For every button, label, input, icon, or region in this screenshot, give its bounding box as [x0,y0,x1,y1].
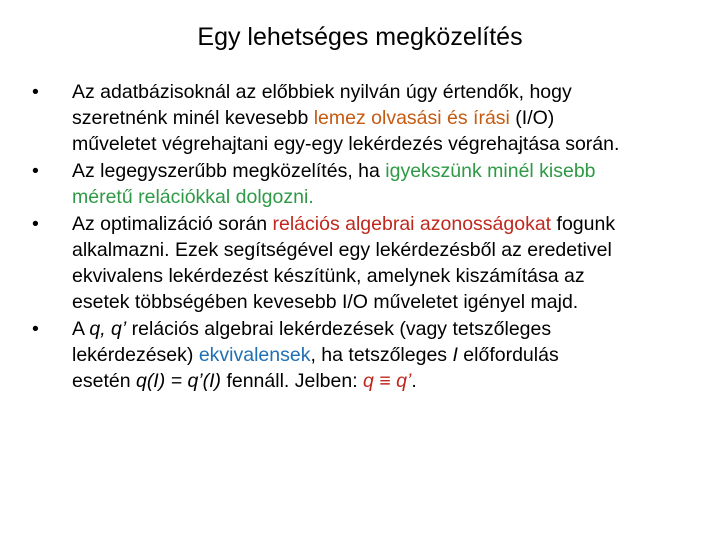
bullet-line [72,131,706,157]
bullet-line [72,79,706,105]
bullet-line [72,184,706,210]
text-run: A [72,318,90,340]
text-run: szeretnénk minél kevesebb [72,107,314,129]
highlight-equivalent: ekvivalensek [198,344,311,366]
text-run: előfordulás [457,344,559,366]
text-run: . [411,370,417,392]
bullet-dot: • [32,318,39,340]
bullet-line [72,158,706,184]
italic-run: q, q’ [89,318,127,340]
bullet-dot: • [32,160,39,182]
highlight-q-prime: q’ [396,370,412,392]
text-run: ekvivalens lekérdezést készítünk, amelynek kiszámítása az [72,265,585,287]
text-run: műveletet végrehajtani egy-egy lekérdezés végrehajtása során. [72,133,620,155]
bullet-text [72,79,706,157]
text-run: Az adatbázisoknál az előbbiek nyilván úgy értendők, hogy [72,81,572,103]
italic-run: q(I) = q’(I) [135,370,222,392]
bullet-line [72,316,706,342]
text-run: fogunk [551,213,616,235]
highlight-io: lemez olvasási és írási [313,107,510,129]
text-run: , ha tetszőleges [310,344,453,366]
text-run: relációs algebrai lekérdezések (vagy tetszőleges [126,318,552,340]
bullet-list [30,79,706,395]
bullet-text [72,316,706,394]
bullet-text [72,211,706,315]
text-run: (I/O) [509,107,555,129]
bullet-line [72,211,706,237]
italic-run: I [452,344,458,366]
equiv-symbol: ≡ [373,370,397,392]
highlight-small: méretű relációkkal dolgozni. [72,186,314,208]
bullet-dot: • [32,213,39,235]
text-run: Az optimalizáció során [72,213,273,235]
bullet-line [72,237,706,263]
bullet-text [72,158,706,210]
bullet-item [30,79,706,157]
bullet-item [30,316,706,394]
bullet-dot: • [32,81,39,103]
text-run: alkalmazni. Ezek segítségével egy lekérdezésből az eredetivel [72,239,612,261]
bullet-line [72,289,706,315]
bullet-item [30,211,706,315]
highlight-identities: relációs algebrai azonosságokat [272,213,552,235]
highlight-q: q [363,370,374,392]
text-run: Az legegyszerűbb megközelítés, ha [72,160,386,182]
text-run: fennáll. Jelben: [221,370,364,392]
text-run: esetek többségében kevesebb I/O műveletet igényel majd. [72,291,579,313]
text-run: esetén [72,370,136,392]
bullet-line [72,105,706,131]
bullet-item [30,158,706,210]
bullet-line [72,342,706,368]
bullet-line [72,368,706,394]
slide-title: Egy lehetséges megközelítés [197,23,523,51]
bullet-line [72,263,706,289]
text-run: lekérdezések) [72,344,199,366]
highlight-small: igyekszünk minél kisebb [385,160,596,182]
